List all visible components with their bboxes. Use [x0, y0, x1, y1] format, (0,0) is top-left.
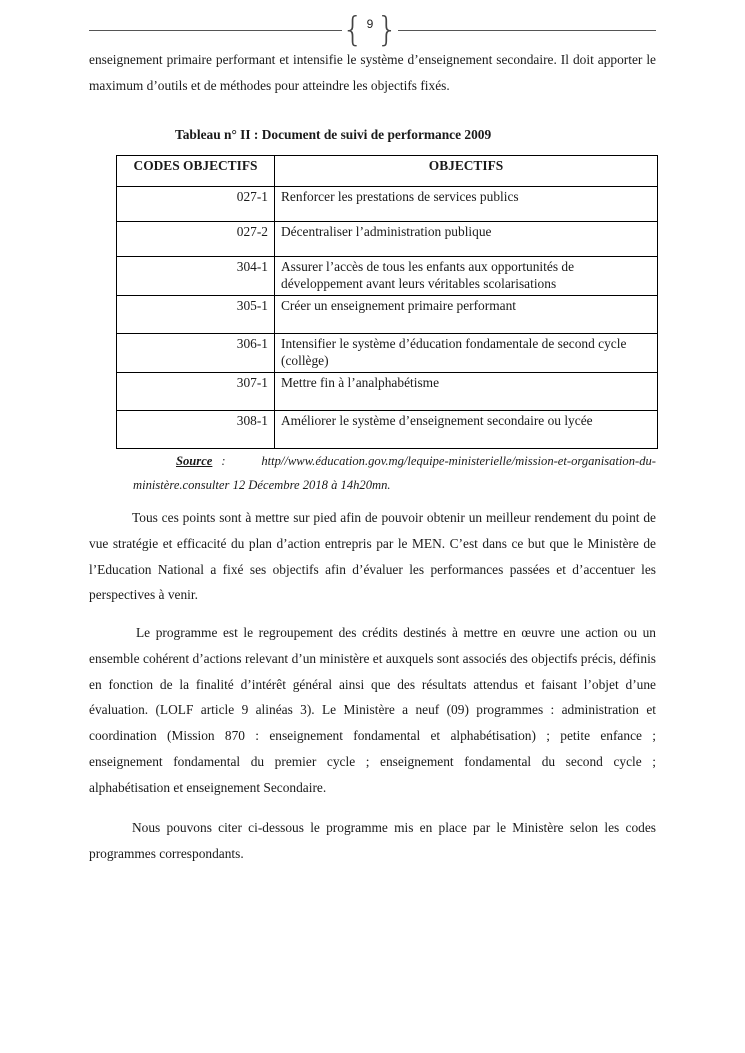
- code-cell: 027-2: [117, 222, 275, 257]
- table-row: [117, 411, 658, 449]
- page-number-badge: [342, 11, 398, 49]
- objective-cell: Créer un enseignement primaire performant: [275, 296, 658, 334]
- code-cell: 306-1: [117, 334, 275, 373]
- code-cell: 304-1: [117, 257, 275, 296]
- paragraph-programme: [89, 620, 656, 801]
- paragraph-codes-text: Nous pouvons citer ci-dessous le programme mis en place par le Ministère selon les codes programmes correspondants.: [89, 820, 656, 861]
- table-row: [117, 257, 658, 296]
- left-brace-icon: {: [342, 10, 364, 50]
- table-row: [117, 222, 658, 257]
- table-source-note: [133, 449, 656, 497]
- table-row: [117, 373, 658, 411]
- table-caption: Tableau n° II : Document de suivi de performance 2009: [175, 127, 492, 142]
- paragraph-strategy: [89, 505, 656, 608]
- table-row: [117, 187, 658, 222]
- objective-cell: Mettre fin à l’analphabétisme: [275, 373, 658, 411]
- paragraph-strategy-text: Tous ces points sont à mettre sur pied afin de pouvoir obtenir un meilleur rendement du point de vue stratégie et efficacité du plan d’action entrepris par le MEN. C’est dans ce but que le Ministère de l’Education National a fixé ses objectifs afin d’évaluer les performances passées et d’accentuer les perspectives à venir.: [89, 510, 656, 603]
- table-header-row: [117, 156, 658, 187]
- page-number: 9: [366, 17, 374, 31]
- code-cell: 308-1: [117, 411, 275, 449]
- objective-cell: Renforcer les prestations de services publics: [275, 187, 658, 222]
- code-cell: 307-1: [117, 373, 275, 411]
- intro-paragraph: enseignement primaire performant et intensifie le système d’enseignement secondaire. Il doit apporter le maximum d’outils et de méthodes pour atteindre les objectifs fixés.: [89, 52, 656, 93]
- source-label: Source: [176, 454, 213, 468]
- table-row: [117, 334, 658, 373]
- paragraph-programme-text: Le programme est le regroupement des crédits destinés à mettre en œuvre une action ou un ensemble cohérent d’actions relevant d’un ministère et auxquels sont associés des objectifs précis, définis en fonction de la finalité d’intérêt général ainsi que des résultats attendus et faisant l’objet d’une évaluation. (LOLF article 9 alinéas 3). Le Ministère a neuf (09) programmes : administration et coordination (Mission 870 : enseignement fondamental et alphabétisation) ; petite enfance ; enseignement fondamental du premier cycle ; enseignement fondamental du second cycle ; alphabétisation et enseignement Secondaire.: [89, 625, 656, 795]
- right-brace-icon: }: [376, 10, 398, 50]
- code-cell: 305-1: [117, 296, 275, 334]
- column-header-objective: OBJECTIFS: [275, 156, 658, 187]
- objective-cell: Intensifier le système d’éducation fondamentale de second cycle (collège): [275, 334, 658, 373]
- objective-cell: Décentraliser l’administration publique: [275, 222, 658, 257]
- objective-cell: Améliorer le système d’enseignement secondaire ou lycée: [275, 411, 658, 449]
- source-separator: :: [212, 454, 226, 468]
- column-header-code: CODES OBJECTIFS: [117, 156, 275, 187]
- objective-cell: Assurer l’accès de tous les enfants aux opportunités de développement avant leurs véritables scolarisations: [275, 257, 658, 296]
- paragraph-codes: [89, 815, 656, 867]
- header-rule-right: [398, 30, 656, 31]
- source-link-text: http//www.éducation.gov.mg/lequipe-ministerielle/mission-et-organisation-du-ministère.consulter 12 Décembre 2018 à 14h20mn.: [133, 454, 656, 492]
- code-cell: 027-1: [117, 187, 275, 222]
- performance-table: [116, 155, 658, 449]
- table-row: [117, 296, 658, 334]
- header-rule-left: [89, 30, 342, 31]
